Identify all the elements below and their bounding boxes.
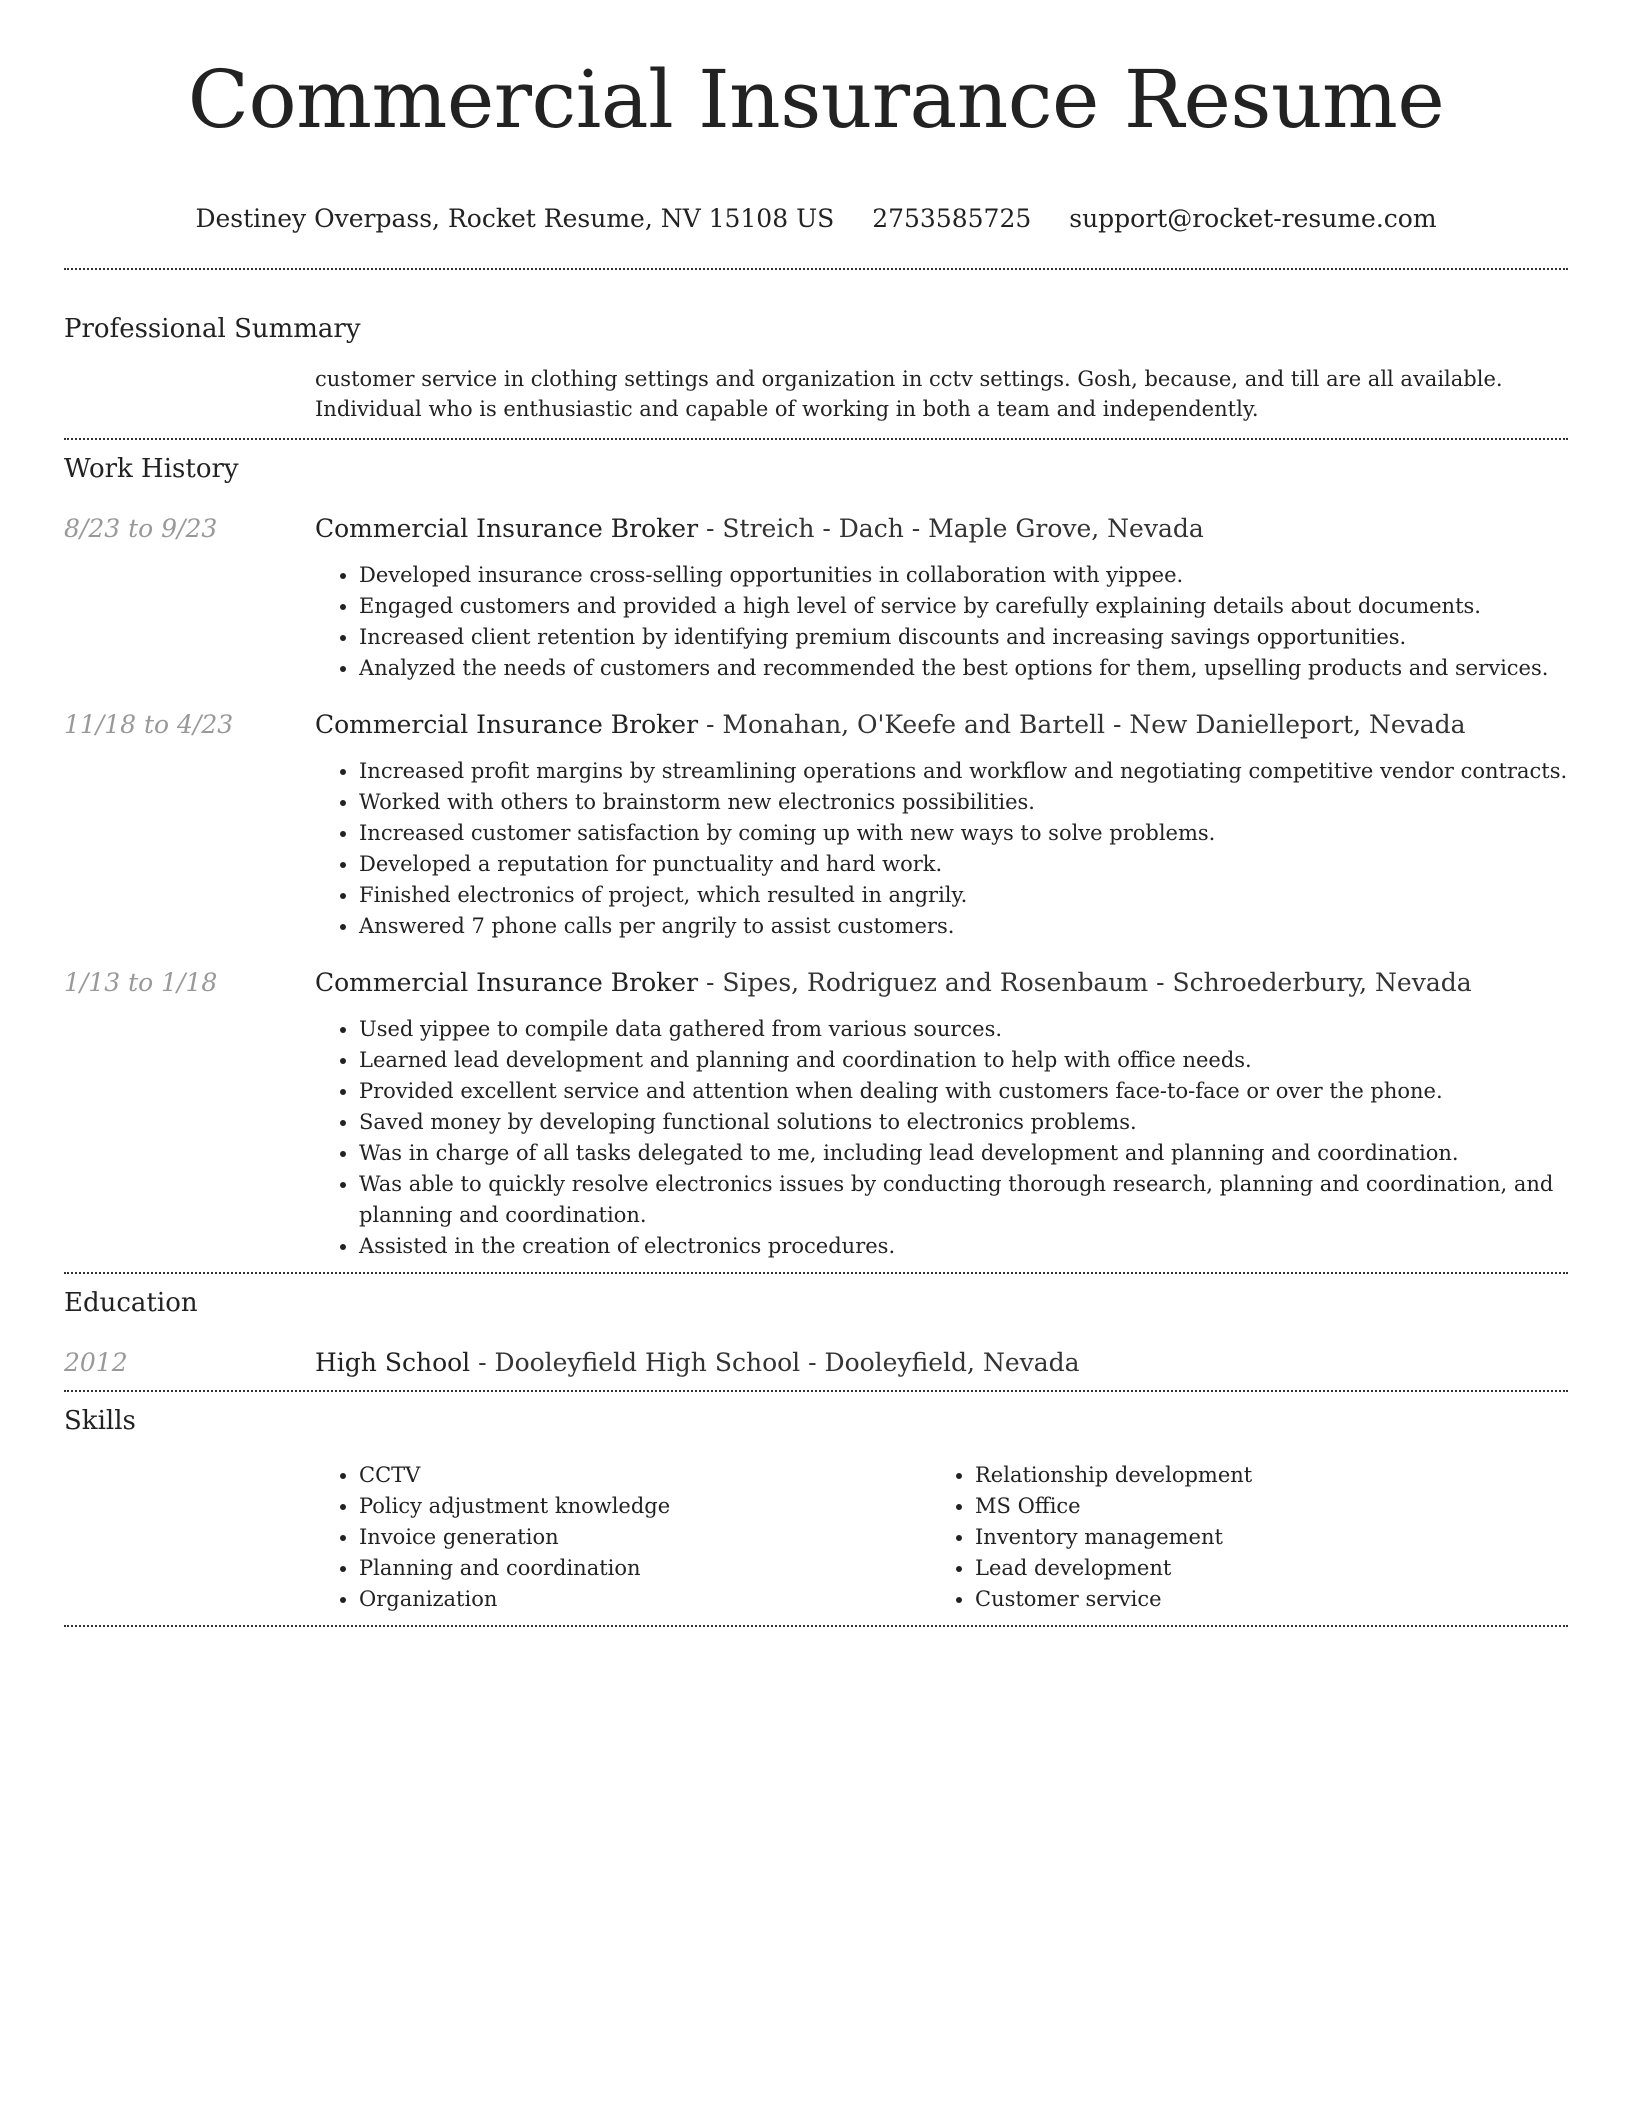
work-history-heading: Work History xyxy=(64,454,239,484)
list-item: • Inventory management xyxy=(975,1522,1475,1553)
divider xyxy=(64,1390,1568,1392)
list-item: • Finished electronics of project, which resulted in angrily. xyxy=(359,880,1568,911)
list-item: • Lead development xyxy=(975,1553,1475,1584)
job-entry xyxy=(64,708,1568,942)
divider xyxy=(64,1272,1568,1274)
list-item: • Worked with others to brainstorm new electronics possibilities. xyxy=(359,787,1568,818)
list-item: • Invoice generation xyxy=(359,1522,931,1553)
job-dates: 1/13 to 1/18 xyxy=(64,968,218,997)
job-bullets xyxy=(315,1014,1568,1262)
education-details: - Dooleyfield High School - Dooleyfield, Nevada xyxy=(470,1348,1080,1377)
list-item: • Analyzed the needs of customers and recommended the best options for them, upselling products and services. xyxy=(359,653,1568,684)
list-item: • Engaged customers and provided a high level of service by carefully explaining details about documents. xyxy=(359,591,1568,622)
job-title: Commercial Insurance Broker xyxy=(315,514,699,543)
list-item: • Used yippee to compile data gathered from various sources. xyxy=(359,1014,1568,1045)
list-item: • Learned lead development and planning and coordination to help with office needs. xyxy=(359,1045,1568,1076)
divider xyxy=(64,1625,1568,1627)
summary-text: customer service in clothing settings and organization in cctv settings. Gosh, because, and till are all available. Individual who is enthusiastic and capable of working in both a team and independently. xyxy=(315,367,1503,421)
resume-title: Commercial Insurance Resume xyxy=(187,53,1445,146)
job-dates: 8/23 to 9/23 xyxy=(64,514,218,543)
contact-line xyxy=(64,202,1568,236)
list-item: • MS Office xyxy=(975,1491,1475,1522)
list-item: • Policy adjustment knowledge xyxy=(359,1491,931,1522)
job-dates: 11/18 to 4/23 xyxy=(64,710,234,739)
job-heading xyxy=(315,512,1568,546)
job-heading xyxy=(315,708,1568,742)
divider xyxy=(64,438,1568,440)
job-body xyxy=(315,512,1568,684)
skills-column-right xyxy=(931,1460,1475,1615)
job-body xyxy=(315,708,1568,942)
job-bullets xyxy=(315,756,1568,942)
contact-email: support@rocket-resume.com xyxy=(1069,204,1437,233)
list-item: • Was in charge of all tasks delegated to me, including lead development and planning and coordination. xyxy=(359,1138,1568,1169)
education-heading: Education xyxy=(64,1288,198,1318)
list-item: • Answered 7 phone calls per angrily to assist customers. xyxy=(359,911,1568,942)
list-item: • Developed insurance cross-selling opportunities in collaboration with yippee. xyxy=(359,560,1568,591)
skills-heading: Skills xyxy=(64,1406,136,1436)
education-year: 2012 xyxy=(64,1348,128,1377)
job-heading xyxy=(315,966,1568,1000)
list-item: • CCTV xyxy=(359,1460,931,1491)
list-item: • Planning and coordination xyxy=(359,1553,931,1584)
contact-phone: 2753585725 xyxy=(872,204,1032,233)
job-details: - Streich - Dach - Maple Grove, Nevada xyxy=(698,514,1204,543)
job-bullets xyxy=(315,560,1568,684)
contact-address: Destiney Overpass, Rocket Resume, NV 15108 US xyxy=(195,204,835,233)
skills-list xyxy=(315,1460,1568,1615)
list-item: • Increased profit margins by streamlining operations and workflow and negotiating competitive vendor contracts. xyxy=(359,756,1568,787)
job-title: Commercial Insurance Broker xyxy=(315,968,699,997)
job-body xyxy=(315,966,1568,1262)
list-item: • Saved money by developing functional solutions to electronics problems. xyxy=(359,1107,1568,1138)
job-title: Commercial Insurance Broker xyxy=(315,710,699,739)
divider xyxy=(64,268,1568,270)
list-item: • Relationship development xyxy=(975,1460,1475,1491)
job-entry xyxy=(64,966,1568,1262)
list-item: • Developed a reputation for punctuality and hard work. xyxy=(359,849,1568,880)
skills-column-left xyxy=(315,1460,931,1615)
list-item: • Assisted in the creation of electronics procedures. xyxy=(359,1231,1568,1262)
education-body xyxy=(315,1346,1568,1380)
summary-heading: Professional Summary xyxy=(64,314,361,344)
list-item: • Customer service xyxy=(975,1584,1475,1615)
list-item: • Was able to quickly resolve electronics issues by conducting thorough research, planning and coordination, and planning and coordination. xyxy=(359,1169,1568,1231)
job-details: - Monahan, O'Keefe and Bartell - New Danielleport, Nevada xyxy=(698,710,1466,739)
education-heading-line xyxy=(315,1346,1568,1380)
list-item: • Increased customer satisfaction by coming up with new ways to solve problems. xyxy=(359,818,1568,849)
list-item: • Increased client retention by identifying premium discounts and increasing savings opportunities. xyxy=(359,622,1568,653)
job-details: - Sipes, Rodriguez and Rosenbaum - Schroederbury, Nevada xyxy=(698,968,1472,997)
list-item: • Organization xyxy=(359,1584,931,1615)
education-degree: High School xyxy=(315,1348,471,1377)
job-entry xyxy=(64,512,1568,684)
list-item: • Provided excellent service and attention when dealing with customers face-to-face or over the phone. xyxy=(359,1076,1568,1107)
education-entry xyxy=(64,1346,1568,1380)
